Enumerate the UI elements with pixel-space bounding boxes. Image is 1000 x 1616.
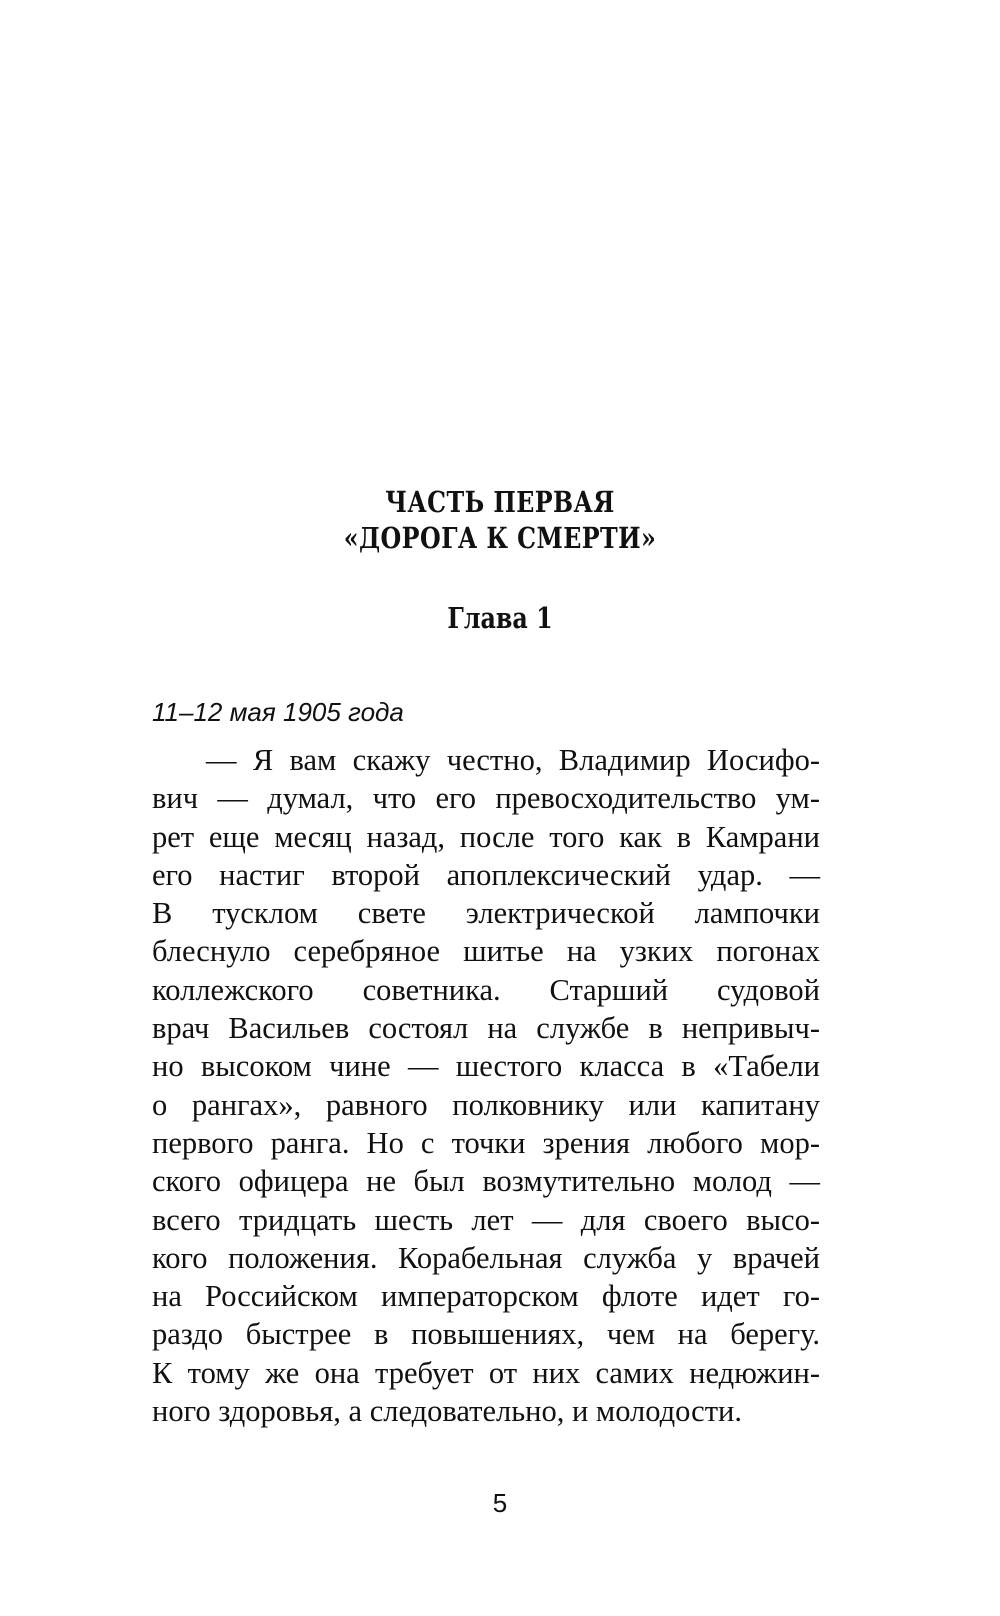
body-line: коллежского советника. Старший судовой	[152, 972, 820, 1007]
part-label: ЧАСТЬ ПЕРВАЯ	[385, 485, 615, 519]
body-line: раздо быстрее в повышениях, чем на берегу.	[152, 1317, 820, 1352]
body-line: всего тридцать шесть лет — для своего высо-	[152, 1202, 820, 1237]
body-line: блеснуло серебряное шитье на узких погонах	[152, 934, 820, 969]
body-line: его настиг второй апоплексический удар. —	[152, 857, 820, 892]
body-line: ского офицера не был возмутительно молод —	[152, 1164, 820, 1199]
body-line: — Я вам скажу честно, Владимир Иосифо-	[206, 743, 820, 777]
body-line: вич — думал, что его превосходительство ум-	[152, 781, 820, 816]
body-text	[152, 741, 820, 1430]
body-line: В тусклом свете электрической лампочки	[152, 896, 820, 931]
body-line: К тому же она требует от них самих недюжин-	[152, 1355, 820, 1390]
body-line: но высоком чине — шестого класса в «Табели	[152, 1049, 820, 1084]
part-name: «ДОРОГА К СМЕРТИ»	[343, 521, 657, 555]
body-line: ного здоровья, а следовательно, и молодости.	[152, 1394, 742, 1429]
body-line: на Российском императорском флоте идет го-	[152, 1279, 820, 1314]
date-line: 11–12 мая 1905 года	[152, 697, 404, 727]
body-line: врач Васильев состоял на службе в непривыч-	[152, 1011, 820, 1046]
body-line: первого ранга. Но с точки зрения любого мор-	[152, 1125, 820, 1160]
chapter-title: Глава 1	[447, 601, 553, 635]
page-number: 5	[492, 1488, 508, 1518]
body-line: кого положения. Корабельная служба у врачей	[152, 1240, 820, 1275]
body-line: о рангах», равного полковнику или капитану	[152, 1087, 820, 1122]
body-line: рет еще месяц назад, после того как в Камрани	[152, 819, 820, 854]
